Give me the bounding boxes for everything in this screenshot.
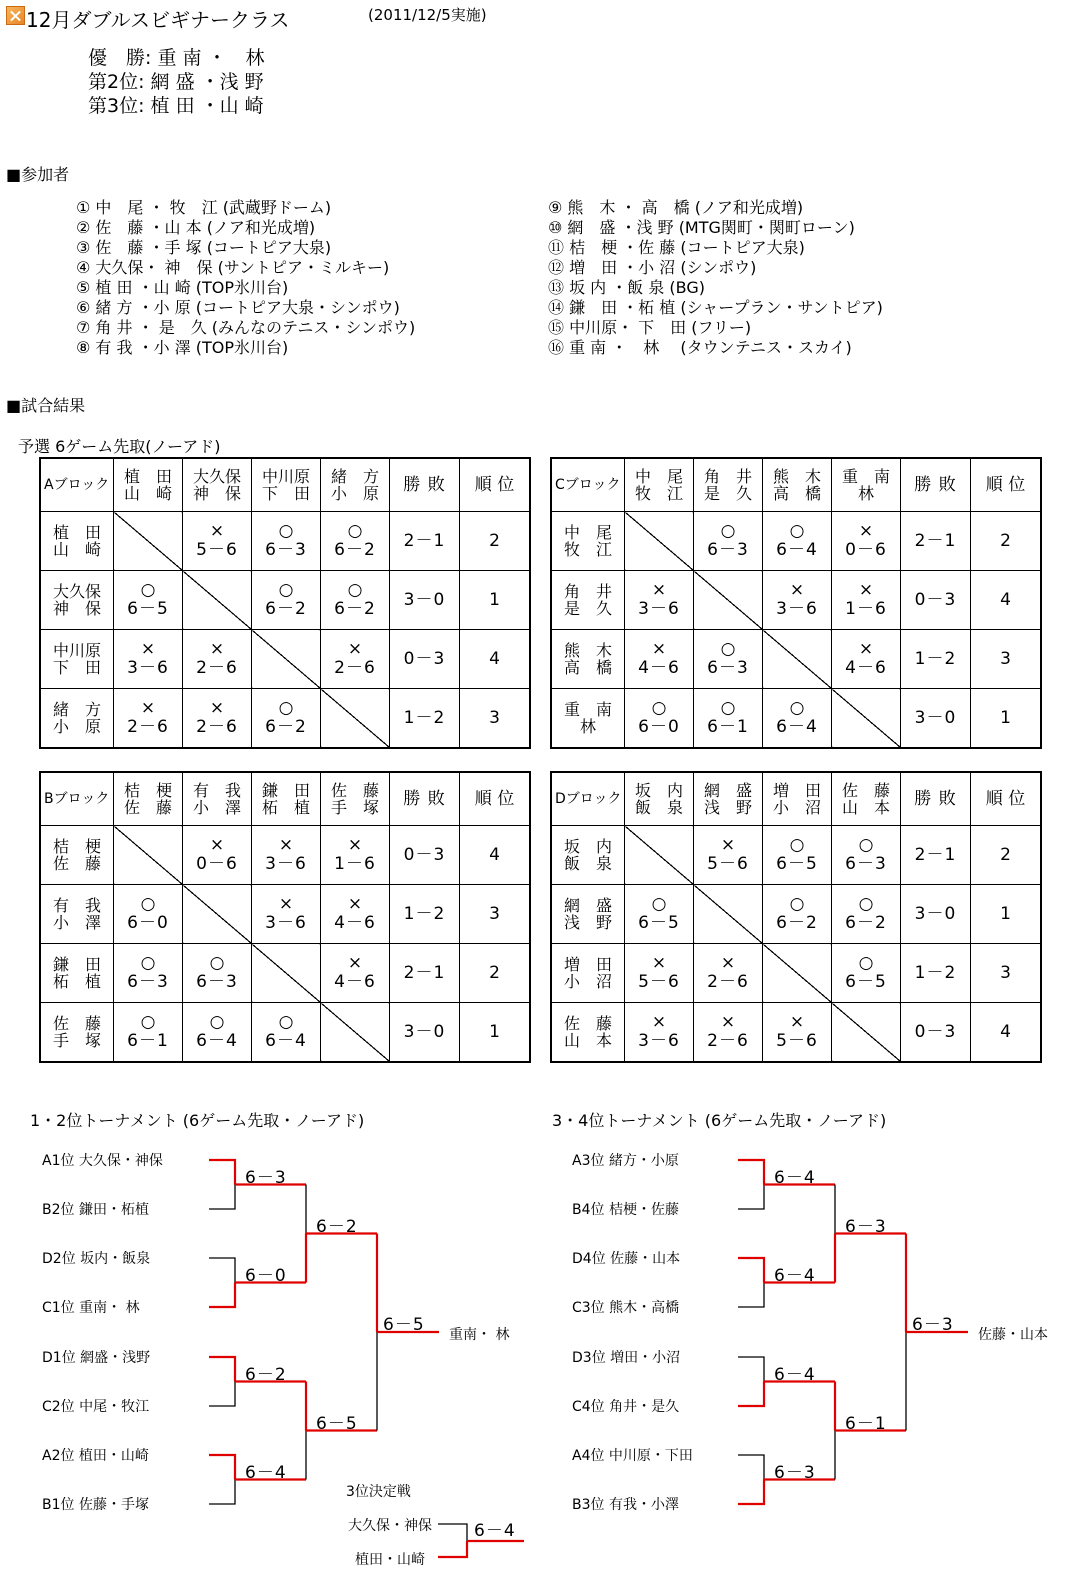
champion: 佐藤・山本 xyxy=(978,1327,1048,1343)
participant-item: ⑧ 有 我 ・小 澤 (TOP氷川台) xyxy=(76,338,289,357)
bracket-line xyxy=(438,1524,467,1541)
team-header: 網 盛 浅 野 xyxy=(694,772,763,826)
round1-score: 6－3 xyxy=(245,1167,287,1188)
team-name: 網 盛 浅 野 xyxy=(551,885,625,944)
match-result: × 4－6 xyxy=(832,630,901,689)
bracket-entry: A4位 中川原・下田 xyxy=(572,1448,693,1464)
team-header: 植 田 山 崎 xyxy=(114,458,183,512)
round2-score: 6－3 xyxy=(845,1216,887,1237)
bracket-line xyxy=(209,1455,235,1480)
match-result: × 4－6 xyxy=(625,630,694,689)
bracket-entry: A2位 植田・山崎 xyxy=(42,1448,149,1464)
rank: 1 xyxy=(971,689,1042,749)
rank: 4 xyxy=(971,1003,1042,1063)
round2-score: 6－5 xyxy=(316,1413,358,1434)
page-title: 12月ダブルスビギナークラス xyxy=(26,8,290,32)
tournament34-title: 3・4位トーナメント (6ゲーム先取・ノーアド) xyxy=(552,1111,887,1130)
rank: 1 xyxy=(460,571,531,630)
participant-item: ⑮ 中川原・ 下 田 (フリー) xyxy=(548,318,752,337)
match-result: ○ 6－2 xyxy=(321,571,390,630)
table-row xyxy=(551,1003,1041,1063)
team-name: 鎌 田 柘 植 xyxy=(40,944,114,1003)
round1-score: 6－2 xyxy=(245,1364,287,1385)
final-score: 6－5 xyxy=(383,1315,425,1335)
match-result: × 5－6 xyxy=(625,944,694,1003)
team-header: 鎌 田 柘 植 xyxy=(252,772,321,826)
winner-second-label: 第2位: xyxy=(88,71,145,93)
diagonal-cell xyxy=(832,689,901,749)
diagonal-cell xyxy=(114,512,183,571)
match-result: × 3－6 xyxy=(252,885,321,944)
table-row xyxy=(40,826,530,885)
table-row xyxy=(551,885,1041,944)
match-result: ○ 6－2 xyxy=(763,885,832,944)
win-loss: 3－0 xyxy=(390,1003,460,1063)
match-result: ○ 6－4 xyxy=(183,1003,252,1063)
participant-item: ⑭ 鎌 田 ・柘 植 (シャープラン・サントピア) xyxy=(548,298,883,317)
bracket-line xyxy=(209,1283,235,1308)
win-loss-header: 勝 敗 xyxy=(390,458,460,512)
participants-heading: ■参加者 xyxy=(6,165,70,184)
round2-score: 6－1 xyxy=(845,1413,887,1434)
match-result: ○ 6－5 xyxy=(763,826,832,885)
match-result: ○ 6－3 xyxy=(694,630,763,689)
table-row xyxy=(551,826,1041,885)
results-heading: ■試合結果 xyxy=(6,396,86,415)
bracket-line xyxy=(738,1283,764,1308)
win-loss-header: 勝 敗 xyxy=(901,772,971,826)
winner-second-names: 網 盛 ・浅 野 xyxy=(150,71,264,93)
team-header: 熊 木 高 橋 xyxy=(763,458,832,512)
bracket-line xyxy=(738,1185,764,1210)
match-result: × 1－6 xyxy=(321,826,390,885)
participant-item: ⑦ 角 井 ・ 是 久 (みんなのテニス・シンポウ) xyxy=(76,318,416,337)
team-header: 増 田 小 沼 xyxy=(763,772,832,826)
win-loss: 1－2 xyxy=(390,689,460,749)
event-date: (2011/12/5実施) xyxy=(368,6,487,24)
win-loss: 1－2 xyxy=(390,885,460,944)
match-result: ○ 6－5 xyxy=(625,885,694,944)
bracket-line xyxy=(738,1480,764,1505)
match-result: ○ 6－4 xyxy=(763,689,832,749)
team-header: 佐 藤 山 本 xyxy=(832,772,901,826)
match-result: ○ 6－3 xyxy=(114,944,183,1003)
block-table xyxy=(550,771,1042,1063)
match-result: ○ 6－2 xyxy=(252,689,321,749)
bracket-line xyxy=(209,1382,235,1407)
match-result: ○ 6－4 xyxy=(763,512,832,571)
team-name: 大久保 神 保 xyxy=(40,571,114,630)
participant-item: ⑩ 網 盛 ・浅 野 (MTG関町・関町ローン) xyxy=(548,218,855,237)
bracket-entry: A1位 大久保・神保 xyxy=(42,1153,163,1169)
match-result: × 2－6 xyxy=(694,1003,763,1063)
participant-item: ⑥ 緒 方 ・小 原 (コートピア大泉・シンポウ) xyxy=(76,298,400,317)
team-header: 緒 方 小 原 xyxy=(321,458,390,512)
win-loss-header: 勝 敗 xyxy=(901,458,971,512)
bracket-entry: C1位 重南・ 林 xyxy=(42,1300,140,1316)
participant-item: ⑤ 植 田 ・山 崎 (TOP氷川台) xyxy=(76,278,289,297)
bracket-line xyxy=(209,1160,235,1185)
match-result: ○ 6－3 xyxy=(832,826,901,885)
block-name: Cブロック xyxy=(551,458,625,512)
winner-third xyxy=(88,94,264,118)
table-row xyxy=(40,944,530,1003)
table-row xyxy=(551,630,1041,689)
table-row xyxy=(551,689,1041,749)
match-result: × 2－6 xyxy=(183,689,252,749)
winner-third-label: 第3位: xyxy=(88,95,145,117)
table-row xyxy=(551,512,1041,571)
table-row xyxy=(40,885,530,944)
third-place-team: 植田・山崎 xyxy=(355,1552,425,1568)
match-result: ○ 6－0 xyxy=(625,689,694,749)
team-header: 坂 内 飯 泉 xyxy=(625,772,694,826)
match-result: × 5－6 xyxy=(694,826,763,885)
diagonal-cell xyxy=(183,885,252,944)
table-row xyxy=(40,571,530,630)
table-row xyxy=(40,689,530,749)
team-header: 中川原 下 田 xyxy=(252,458,321,512)
team-header: 重 南 林 xyxy=(832,458,901,512)
match-result: ○ 6－2 xyxy=(321,512,390,571)
table-row xyxy=(40,1003,530,1063)
bracket-entry: B3位 有我・小澤 xyxy=(572,1497,679,1513)
round2-score: 6－2 xyxy=(316,1216,358,1237)
table-row xyxy=(40,512,530,571)
match-result: × 3－6 xyxy=(252,826,321,885)
diagonal-cell xyxy=(694,571,763,630)
rank: 4 xyxy=(460,826,531,885)
bracket-line xyxy=(209,1258,235,1283)
bracket-entry: D1位 網盛・浅野 xyxy=(42,1350,151,1366)
participant-item: ⑪ 桔 梗 ・佐 藤 (コートピア大泉) xyxy=(548,238,805,257)
team-name: 佐 藤 手 塚 xyxy=(40,1003,114,1063)
final-score: 6－3 xyxy=(912,1315,954,1335)
winner-third-names: 植 田 ・山 崎 xyxy=(150,95,264,117)
match-result: × 1－6 xyxy=(832,571,901,630)
win-loss: 2－1 xyxy=(901,826,971,885)
bracket-line xyxy=(209,1480,235,1505)
win-loss: 2－1 xyxy=(901,512,971,571)
diagonal-cell xyxy=(625,826,694,885)
block-table xyxy=(39,457,531,749)
win-loss: 0－3 xyxy=(901,1003,971,1063)
bracket-line xyxy=(438,1541,467,1557)
team-name: 中川原 下 田 xyxy=(40,630,114,689)
rank-header: 順 位 xyxy=(971,458,1042,512)
participant-item: ⑫ 増 田 ・小 沼 (シンポウ) xyxy=(548,258,757,277)
match-result: ○ 6－4 xyxy=(252,1003,321,1063)
third-place-score: 6－4 xyxy=(474,1521,516,1541)
win-loss: 0－3 xyxy=(901,571,971,630)
bracket-entry: B2位 鎌田・柘植 xyxy=(42,1202,149,1218)
match-result: × 2－6 xyxy=(183,630,252,689)
rank: 4 xyxy=(971,571,1042,630)
diagonal-cell xyxy=(321,1003,390,1063)
participant-item: ④ 大久保・ 神 保 (サントピア・ミルキー) xyxy=(76,258,390,277)
team-name: 中 尾 牧 江 xyxy=(551,512,625,571)
champion: 重南・ 林 xyxy=(449,1327,510,1343)
team-header: 桔 梗 佐 藤 xyxy=(114,772,183,826)
team-name: 角 井 是 久 xyxy=(551,571,625,630)
bracket-entry: C2位 中尾・牧江 xyxy=(42,1399,150,1415)
bracket-line xyxy=(738,1357,764,1382)
participant-item: ② 佐 藤 ・山 本 (ノア和光成増) xyxy=(76,218,316,237)
bracket-line xyxy=(738,1258,764,1283)
winner-second xyxy=(88,70,264,94)
bracket-line xyxy=(738,1455,764,1480)
table-row xyxy=(40,630,530,689)
diagonal-cell xyxy=(763,944,832,1003)
match-result: × 2－6 xyxy=(114,689,183,749)
match-result: ○ 6－1 xyxy=(114,1003,183,1063)
rank: 2 xyxy=(460,512,531,571)
win-loss: 2－1 xyxy=(390,512,460,571)
round1-score: 6－4 xyxy=(774,1364,816,1385)
participant-item: ⑬ 坂 内 ・飯 泉 (BG) xyxy=(548,278,706,297)
team-header: 中 尾 牧 江 xyxy=(625,458,694,512)
win-loss: 3－0 xyxy=(901,885,971,944)
match-result: × 3－6 xyxy=(114,630,183,689)
rank: 2 xyxy=(971,512,1042,571)
winner-first-names: 重 南 ・ 林 xyxy=(157,47,265,69)
round1-score: 6－3 xyxy=(774,1462,816,1483)
bracket-entry: D2位 坂内・飯泉 xyxy=(42,1251,151,1267)
diagonal-cell xyxy=(763,630,832,689)
rank-header: 順 位 xyxy=(460,458,531,512)
diagonal-cell xyxy=(114,826,183,885)
rank-header: 順 位 xyxy=(460,772,531,826)
match-result: × 3－6 xyxy=(625,1003,694,1063)
team-name: 佐 藤 山 本 xyxy=(551,1003,625,1063)
block-table xyxy=(550,457,1042,749)
rank: 4 xyxy=(460,630,531,689)
rank: 3 xyxy=(460,885,531,944)
win-loss-header: 勝 敗 xyxy=(390,772,460,826)
match-result: ○ 6－0 xyxy=(114,885,183,944)
rank: 2 xyxy=(460,944,531,1003)
table-row xyxy=(551,944,1041,1003)
bracket-entry: B1位 佐藤・手塚 xyxy=(42,1497,149,1513)
team-header: 佐 藤 手 塚 xyxy=(321,772,390,826)
participant-item: ① 中 尾 ・ 牧 江 (武蔵野ドーム) xyxy=(76,198,332,217)
bracket-line xyxy=(209,1185,235,1210)
bracket-entry: C4位 角井・是久 xyxy=(572,1399,680,1415)
team-name: 緒 方 小 原 xyxy=(40,689,114,749)
diagonal-cell xyxy=(625,512,694,571)
participant-item: ③ 佐 藤 ・手 塚 (コートピア大泉) xyxy=(76,238,332,257)
bracket-entry: A3位 緒方・小原 xyxy=(572,1153,679,1169)
winner-first-label: 優 勝: xyxy=(88,47,152,69)
team-header: 大久保 神 保 xyxy=(183,458,252,512)
tournament12-title: 1・2位トーナメント (6ゲーム先取・ノーアド) xyxy=(30,1111,365,1130)
team-name: 坂 内 飯 泉 xyxy=(551,826,625,885)
bracket-line xyxy=(738,1382,764,1407)
block-name: Bブロック xyxy=(40,772,114,826)
match-result: × 0－6 xyxy=(832,512,901,571)
block-table xyxy=(39,771,531,1063)
diagonal-cell xyxy=(832,1003,901,1063)
table-row xyxy=(551,571,1041,630)
rank: 3 xyxy=(971,630,1042,689)
round1-score: 6－4 xyxy=(774,1167,816,1188)
diagonal-cell xyxy=(183,571,252,630)
round1-score: 6－0 xyxy=(245,1265,287,1286)
win-loss: 3－0 xyxy=(390,571,460,630)
match-result: ○ 6－1 xyxy=(694,689,763,749)
bracket-entry: C3位 熊木・高橋 xyxy=(572,1300,680,1316)
match-result: ○ 6－2 xyxy=(832,885,901,944)
bracket-line xyxy=(738,1160,764,1185)
rank-header: 順 位 xyxy=(971,772,1042,826)
block-name: Dブロック xyxy=(551,772,625,826)
win-loss: 1－2 xyxy=(901,630,971,689)
team-name: 有 我 小 澤 xyxy=(40,885,114,944)
match-result: × 5－6 xyxy=(763,1003,832,1063)
rank: 3 xyxy=(460,689,531,749)
match-result: ○ 6－5 xyxy=(832,944,901,1003)
rank: 1 xyxy=(971,885,1042,944)
rank: 3 xyxy=(971,944,1042,1003)
diagonal-cell xyxy=(321,689,390,749)
diagonal-cell xyxy=(252,944,321,1003)
match-result: ○ 6－3 xyxy=(183,944,252,1003)
team-name: 重 南 林 xyxy=(551,689,625,749)
bracket-entry: D4位 佐藤・山本 xyxy=(572,1251,681,1267)
logo-icon xyxy=(6,6,25,25)
match-result: × 3－6 xyxy=(763,571,832,630)
team-header: 角 井 是 久 xyxy=(694,458,763,512)
match-result: × 3－6 xyxy=(625,571,694,630)
win-loss: 0－3 xyxy=(390,826,460,885)
team-header: 有 我 小 澤 xyxy=(183,772,252,826)
third-place-title: 3位決定戦 xyxy=(346,1484,411,1500)
diagonal-cell xyxy=(694,885,763,944)
match-result: × 0－6 xyxy=(183,826,252,885)
block-name: Aブロック xyxy=(40,458,114,512)
rank: 2 xyxy=(971,826,1042,885)
winner-first xyxy=(88,46,265,70)
team-name: 桔 梗 佐 藤 xyxy=(40,826,114,885)
prelim-label: 予選 6ゲーム先取(ノーアド) xyxy=(18,437,221,456)
win-loss: 1－2 xyxy=(901,944,971,1003)
participant-item: ⑯ 重 南 ・ 林 (タウンテニス・スカイ) xyxy=(548,338,852,357)
match-result: × 2－6 xyxy=(694,944,763,1003)
win-loss: 3－0 xyxy=(901,689,971,749)
match-result: × 2－6 xyxy=(321,630,390,689)
match-result: × 4－6 xyxy=(321,944,390,1003)
match-result: × 5－6 xyxy=(183,512,252,571)
match-result: ○ 6－2 xyxy=(252,571,321,630)
team-name: 熊 木 高 橋 xyxy=(551,630,625,689)
bracket-entry: B4位 桔梗・佐藤 xyxy=(572,1202,679,1218)
win-loss: 2－1 xyxy=(390,944,460,1003)
win-loss: 0－3 xyxy=(390,630,460,689)
match-result: ○ 6－5 xyxy=(114,571,183,630)
round1-score: 6－4 xyxy=(245,1462,287,1483)
match-result: ○ 6－3 xyxy=(252,512,321,571)
rank: 1 xyxy=(460,1003,531,1063)
match-result: ○ 6－3 xyxy=(694,512,763,571)
round1-score: 6－4 xyxy=(774,1265,816,1286)
participant-item: ⑨ 熊 木 ・ 高 橋 (ノア和光成増) xyxy=(548,198,804,217)
team-name: 植 田 山 崎 xyxy=(40,512,114,571)
bracket-line xyxy=(209,1357,235,1382)
diagonal-cell xyxy=(252,630,321,689)
bracket-entry: D3位 増田・小沼 xyxy=(572,1350,681,1366)
third-place-team: 大久保・神保 xyxy=(348,1518,432,1534)
match-result: × 4－6 xyxy=(321,885,390,944)
team-name: 増 田 小 沼 xyxy=(551,944,625,1003)
